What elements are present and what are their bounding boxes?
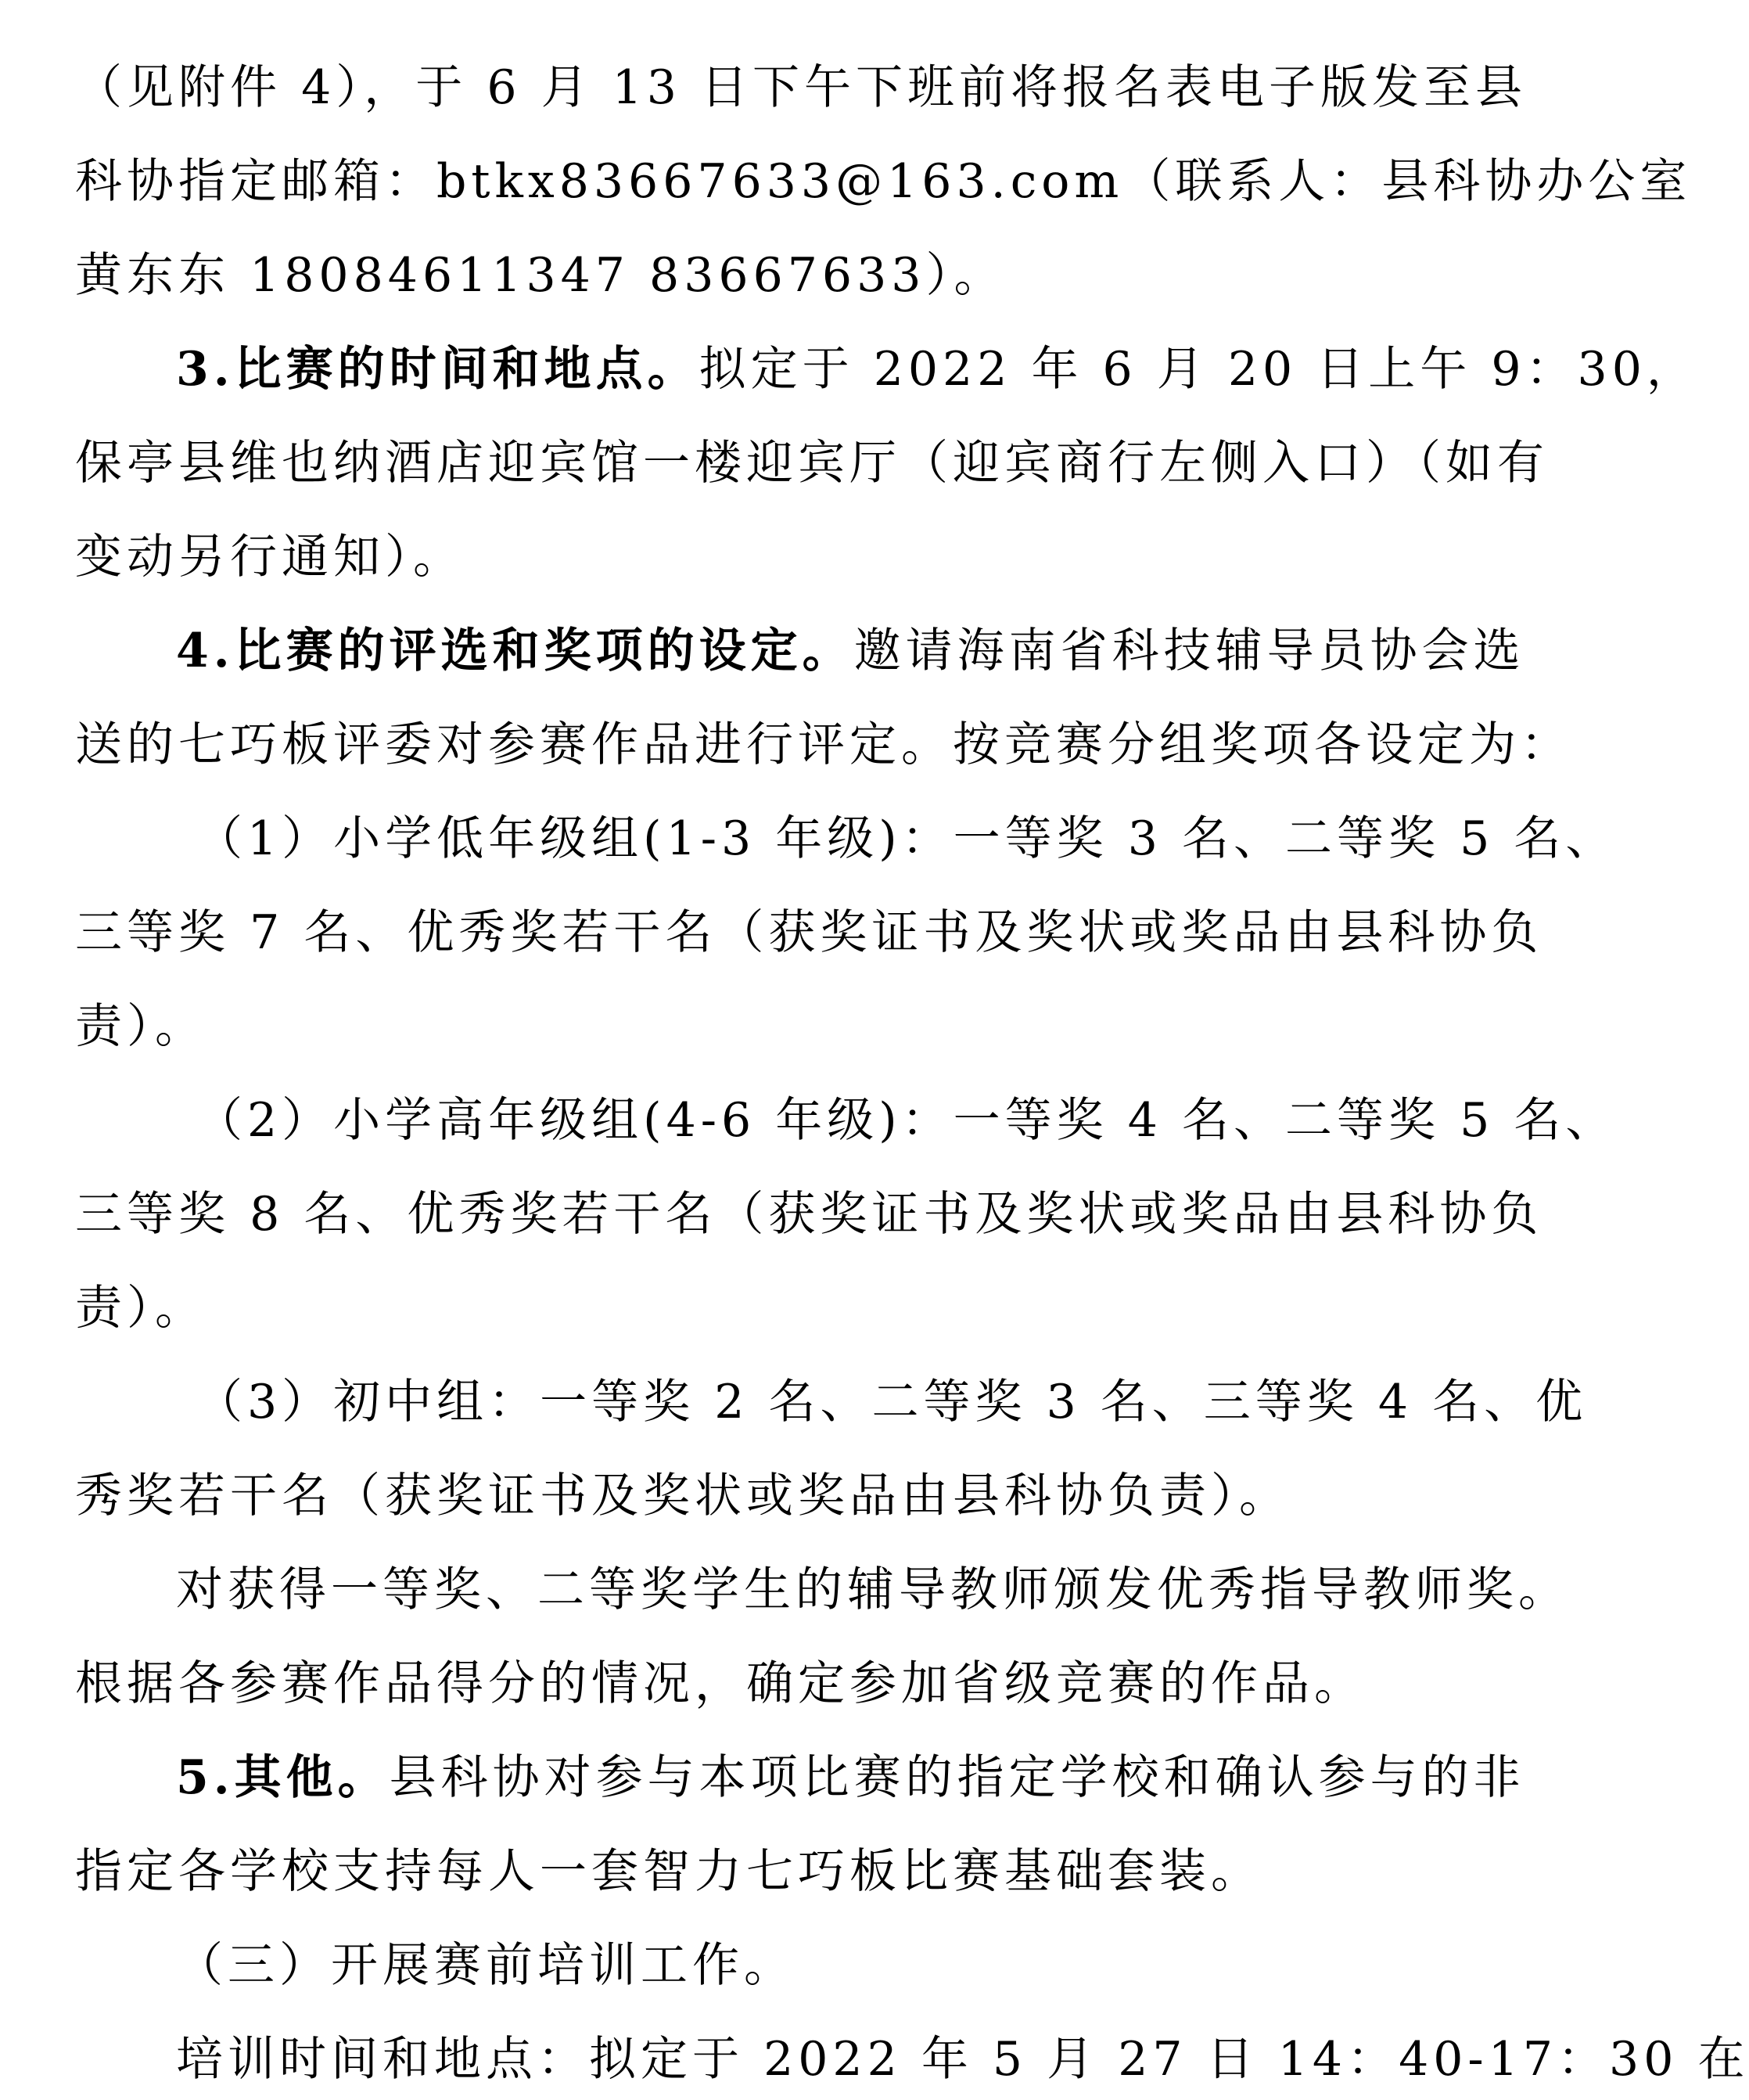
- text-line-2: 科协指定邮箱：btkx83667633@163.com（联系人：县科协办公室: [75, 154, 1692, 209]
- section-3-text: 拟定于 2022 年 6 月 20 日上午 9：30，: [699, 342, 1698, 397]
- text-line-14: 责）。: [75, 1281, 207, 1336]
- subsection-heading: （三）开展赛前培训工作。: [176, 1938, 795, 1993]
- text-line-8: 送的七巧板评委对参赛作品进行评定。按竞赛分组奖项各设定为：: [75, 717, 1572, 772]
- text-line-9: （1）小学低年级组(1-3 年级)：一等奖 3 名、二等奖 5 名、: [196, 811, 1618, 866]
- text-line-13: 三等奖 8 名、优秀奖若干名（获奖证书及奖状或奖品由县科协负: [75, 1187, 1543, 1242]
- text-line-5: 保亭县维也纳酒店迎宾馆一楼迎宾厅（迎宾商行左侧入口）（如有: [75, 436, 1549, 491]
- section-4-heading: 4.比赛的评选和奖项的设定。: [176, 624, 854, 678]
- section-5-text: 县科协对参与本项比赛的指定学校和确认参与的非: [389, 1750, 1525, 1805]
- section-4-text: 邀请海南省科技辅导员协会选: [853, 624, 1525, 678]
- text-line-6: 变动另行通知）。: [75, 530, 465, 584]
- text-line-10: 三等奖 7 名、优秀奖若干名（获奖证书及奖状或奖品由县科协负: [75, 905, 1543, 960]
- text-line-22: 培训时间和地点：拟定于 2022 年 5 月 27 日 14：40-17：30 在: [176, 2032, 1749, 2087]
- text-line-17: 对获得一等奖、二等奖学生的辅导教师颁发优秀指导教师奖。: [176, 1562, 1570, 1617]
- section-4-heading-line: [176, 620, 1525, 682]
- text-line-18: 根据各参赛作品得分的情况，确定参加省级竞赛的作品。: [75, 1656, 1366, 1711]
- section-5-heading-line: [176, 1746, 1525, 1809]
- text-line-1: （见附件 4），于 6 月 13 日下午下班前将报名表电子版发至县: [75, 60, 1528, 115]
- section-5-heading: 5.其他。: [176, 1750, 390, 1805]
- section-3-heading: 3.比赛的时间和地点。: [176, 342, 699, 397]
- text-line-11: 责）。: [75, 999, 207, 1054]
- text-line-15: （3）初中组：一等奖 2 名、二等奖 3 名、三等奖 4 名、优: [196, 1375, 1588, 1429]
- text-line-12: （2）小学高年级组(4-6 年级)：一等奖 4 名、二等奖 5 名、: [196, 1093, 1618, 1148]
- text-line-3: 黄东东 18084611347 83667633）。: [75, 248, 1006, 303]
- text-line-16: 秀奖若干名（获奖证书及奖状或奖品由县科协负责）。: [75, 1469, 1291, 1523]
- text-line-20: 指定各学校支持每人一套智力七巧板比赛基础套装。: [75, 1844, 1262, 1899]
- section-3-heading-line: [176, 338, 1698, 401]
